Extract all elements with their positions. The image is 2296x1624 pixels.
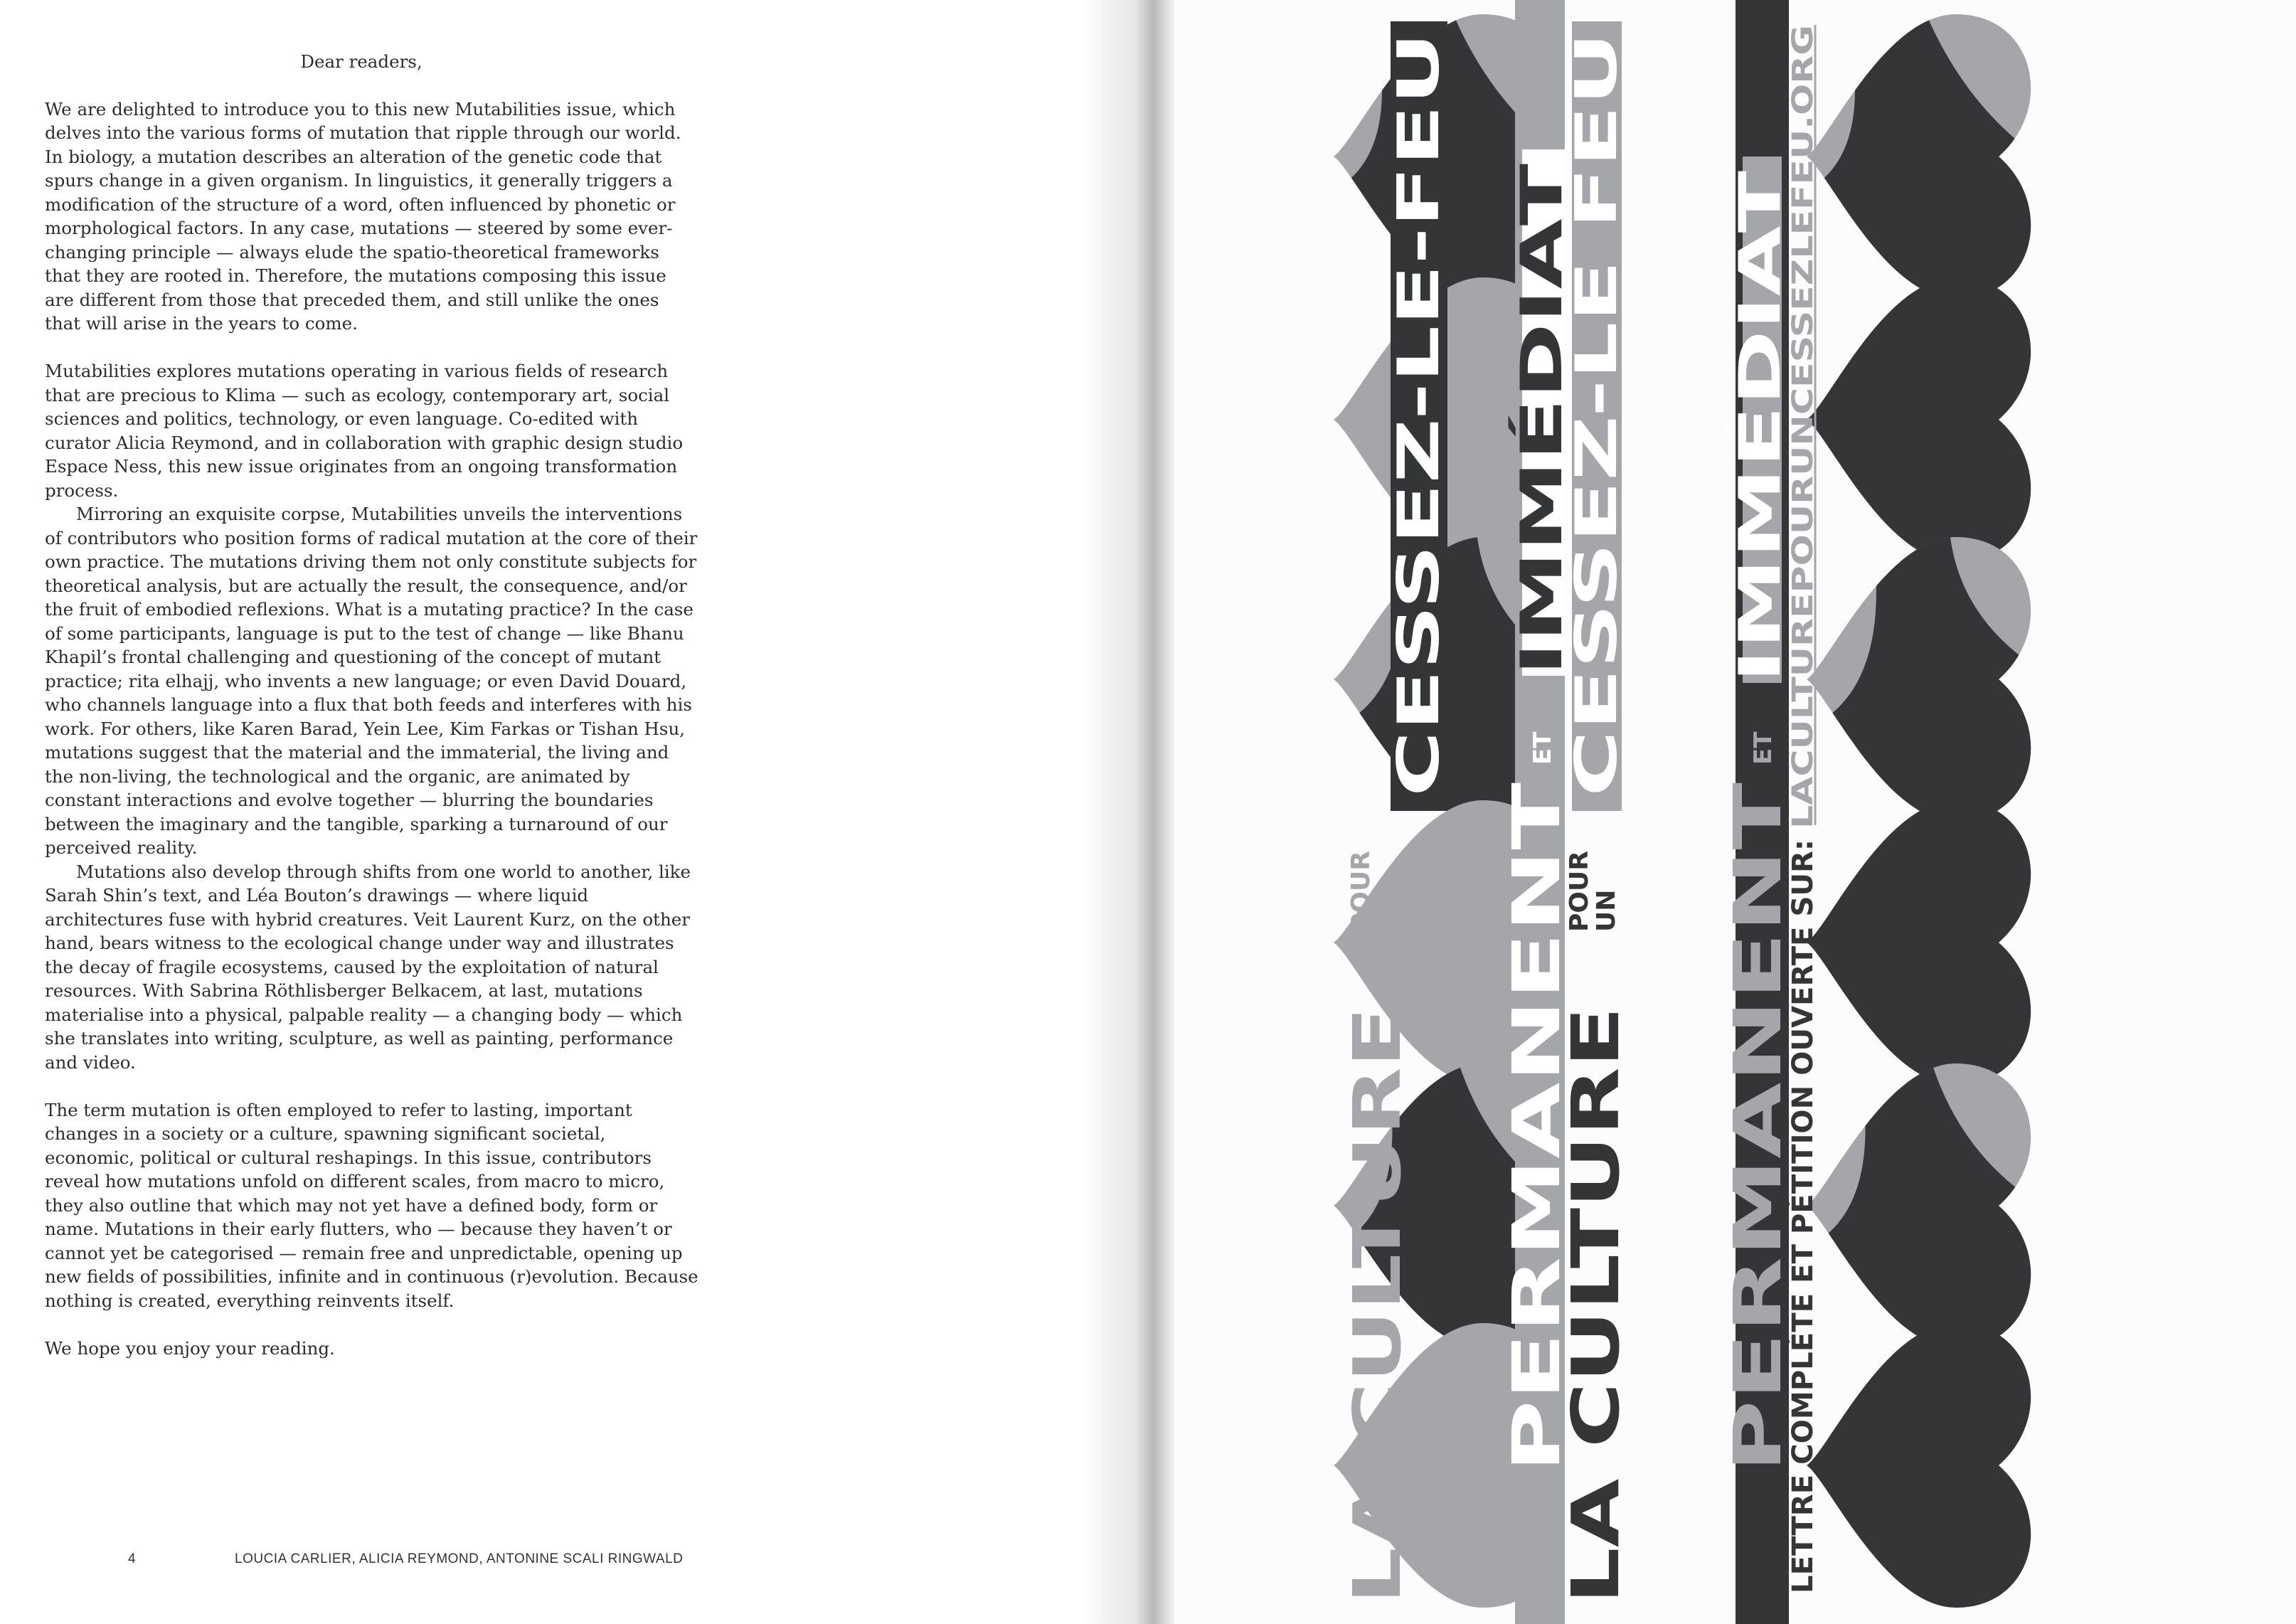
un-text-2: UN xyxy=(1592,889,1621,932)
page-number: 4 xyxy=(128,1551,136,1566)
greeting: Dear readers, xyxy=(300,51,422,72)
heart-icon xyxy=(1807,1323,2031,1608)
cessez-le-feu-text-1: CESSEZ-LE-FEU xyxy=(1386,311,1452,797)
permanent-text-1: PERMANENT xyxy=(1499,1014,1575,1472)
closing-line: We hope you enjoy your reading. xyxy=(45,1337,335,1359)
et-text-2: ET xyxy=(1749,731,1777,765)
heart-column-2 xyxy=(1785,0,2084,1608)
la-culture-text-2: LA CULTURE xyxy=(1558,1164,1634,1604)
pour-text-1: POUR xyxy=(1346,851,1376,932)
immediat-text-2: IMMÉDIAT xyxy=(1727,362,1793,683)
page-authors: LOUCIA CARLIER, ALICIA REYMOND, ANTONINE SCALI RINGWALD xyxy=(235,1551,684,1566)
paragraph-5: The term mutation is often employed to refer to lasting, important changes in a society or a culture, spawning significant societal, economic, political or cultural reshapings. In this issue, contributors reveal how mutations unfold on different scales, from macro to micro, they also outline that which may not yet have a defined body, form or name. Mutations in their early flutters, who — because they haven’t or cannot yet be categorised — remain free and unpredictable, opening up new fields of possibilities, infinite and in continuous (r)evolution. Because nothing is created, everything reinvents itself. xyxy=(45,1099,698,1311)
immediat-text-1: IMMÉDIAT xyxy=(1509,355,1575,676)
heart-icon xyxy=(1807,800,2031,1085)
editorial-letter xyxy=(45,50,699,1360)
poster-artwork xyxy=(1174,0,2296,1624)
paragraph-3: Mirroring an exquisite corpse, Mutabilities unveils the interventions of contributors who position forms of radical mutation at the core of their own practice. The mutations driving them not only constitute subjects for theoretical analysis, but are actually the result, the consequence, and/or the fruit of embodied reflexions. What is a mutating practice? In the case of some participants, language is put to the test of change — like Bhanu Khapil’s frontal challenging and questioning of the concept of mutant practice; rita elhajj, who invents a new language; or even David Douard, who channels language into a flux that both feeds and interferes with his work. For others, like Karen Barad, Yein Lee, Kim Farkas or Tishan Hsu, mutations suggest that the material and the immaterial, the living and the non-living, the technological and the organic, are animated by constant interactions and evolve together — blurring the boundaries between the imaginary and the tangible, sparking a turnaround of our perceived reality. xyxy=(45,504,698,858)
petition-line-text: LETTRE COMPLÈTE ET PÉTITION OUVERTE SUR: xyxy=(1787,842,1819,1593)
petition-url-text: LACULTUREPOURUNCESSEZLEFEU.ORG xyxy=(1787,210,1819,829)
heart-icon xyxy=(1785,523,2084,836)
left-page xyxy=(0,0,1117,1624)
heart-icon xyxy=(1785,1049,2084,1362)
right-page-poster xyxy=(1174,0,2296,1624)
un-text-1: UN xyxy=(1373,889,1403,932)
paragraph-1: We are delighted to introduce you to this new Mutabilities issue, which delves into the various forms of mutation that ripple through our world. In biology, a mutation describes an alteration of the genetic code that spurs change in a given organism. In linguistics, it generally triggers a modification of the structure of a word, often influenced by phonetic or morphological factors. In any case, mutations — steered by some ever-changing principle — always elude the spatio-theoretical frameworks that they are rooted in. Therefore, the mutations composing this issue are different from those that preceded them, and still unlike the ones that will arise in the years to come. xyxy=(45,98,681,334)
heart-icon xyxy=(1785,0,2084,313)
paragraph-2: Mutabilities explores mutations operating in various fields of research that are precious to Klima — such as ecology, contemporary art, social sciences and politics, technology, or even language. Co-edited with curator Alicia Reymond, and in collaboration with graphic design studio Espace Ness, this new issue originates from an ongoing transformation process. xyxy=(45,361,684,501)
la-culture-text-1: LA CULTURE xyxy=(1339,1164,1415,1604)
et-text-1: ET xyxy=(1529,731,1557,765)
permanent-text-2: PERMANENT xyxy=(1720,1014,1796,1472)
pour-text-2: POUR xyxy=(1565,851,1594,932)
paragraph-4: Mutations also develop through shifts from one world to another, like Sarah Shin’s text, and Léa Bouton’s drawings — where liquid architectures fuse with hybrid creatures. Veit Laurent Kurz, on the other hand, bears witness to the ecological change under way and illustrates the decay of fragile ecosystems, caused by the exploitation of natural resources. With Sabrina Röthlisberger Belkacem, at last, mutations materialise into a physical, palpable reality — a changing body — which she translates into writing, sculpture, as well as painting, performance and video. xyxy=(45,861,691,1073)
cessez-le-feu-text-2: CESSEZ-LE FEU xyxy=(1563,314,1630,797)
heart-icon xyxy=(1807,277,2031,562)
